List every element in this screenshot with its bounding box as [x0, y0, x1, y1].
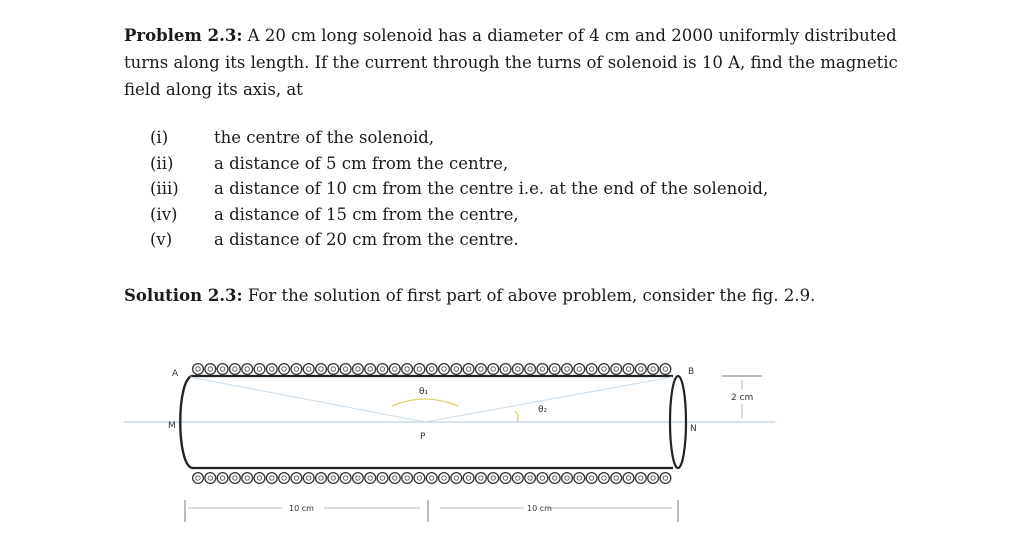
- coil-turn: [291, 473, 302, 484]
- coil-turn: [488, 473, 499, 484]
- coil-turns-bottom: [193, 473, 671, 484]
- coil-turn: [635, 364, 646, 375]
- coil-turns-top: [193, 364, 671, 375]
- solution-text: For the solution of first part of above problem, consider the fig. 2.9.: [247, 286, 816, 305]
- coil-turn: [205, 364, 216, 375]
- coil-turn: [611, 473, 622, 484]
- coil-turn: [537, 364, 548, 375]
- coil-turn: [660, 364, 671, 375]
- label-a: A: [172, 369, 179, 379]
- list-item: [150, 151, 768, 177]
- coil-turn: [439, 473, 450, 484]
- part-number: (iii): [150, 179, 179, 198]
- label-theta1: θ₁: [419, 387, 429, 397]
- theta1-arc: [392, 399, 458, 406]
- coil-turn: [635, 473, 646, 484]
- coil-turn: [463, 473, 474, 484]
- coil-turn: [512, 473, 523, 484]
- coil-turn: [205, 473, 216, 484]
- problem-label: Problem 2.3:: [124, 26, 243, 45]
- label-b: B: [688, 367, 695, 377]
- coil-turn: [328, 364, 339, 375]
- coil-turn: [623, 364, 634, 375]
- coil-turn: [537, 473, 548, 484]
- coil-turn: [500, 473, 511, 484]
- coil-turn: [193, 364, 204, 375]
- problem-statement: [124, 22, 936, 103]
- problem-text: A 20 cm long solenoid has a diameter of 4 cm and 2000 uniformly distributed turns along its length. If the current through the turns of solenoid is 10 A, find the magnetic field along its axis, at: [124, 26, 898, 99]
- label-p: P: [420, 432, 426, 442]
- coil-turn: [451, 473, 462, 484]
- coil-turn: [266, 473, 277, 484]
- coil-turn: [599, 364, 610, 375]
- coil-turn: [254, 473, 265, 484]
- coil-turn: [562, 473, 573, 484]
- coil-turn: [328, 473, 339, 484]
- part-number: (v): [150, 230, 173, 249]
- coil-turn: [476, 473, 487, 484]
- coil-turn: [414, 364, 425, 375]
- coil-turn: [193, 473, 204, 484]
- label-theta2: θ₂: [538, 405, 548, 415]
- problem-parts-list: [150, 125, 768, 253]
- part-number: (i): [150, 128, 169, 147]
- list-item: [150, 125, 768, 151]
- coil-turn: [648, 473, 659, 484]
- coil-turn: [451, 364, 462, 375]
- coil-turn: [242, 473, 253, 484]
- coil-turn: [303, 364, 314, 375]
- coil-turn: [279, 473, 290, 484]
- coil-turn: [525, 364, 536, 375]
- coil-turn: [316, 364, 327, 375]
- coil-turn: [574, 473, 585, 484]
- coil-turn: [562, 364, 573, 375]
- coil-turn: [389, 364, 400, 375]
- coil-turn: [389, 473, 400, 484]
- coil-turn: [353, 364, 364, 375]
- coil-turn: [217, 364, 228, 375]
- part-text: a distance of 15 cm from the centre,: [214, 204, 519, 224]
- coil-turn: [648, 364, 659, 375]
- coil-turn: [611, 364, 622, 375]
- coil-turn: [426, 473, 437, 484]
- dim-left-label: 10 cm: [289, 504, 314, 513]
- coil-turn: [365, 473, 376, 484]
- coil-turn: [353, 473, 364, 484]
- label-n: N: [690, 424, 697, 434]
- label-m: M: [168, 421, 176, 431]
- solenoid-figure: [0, 350, 1024, 537]
- coil-turn: [340, 364, 351, 375]
- coil-turn: [402, 473, 413, 484]
- coil-turn: [365, 364, 376, 375]
- coil-turn: [549, 473, 560, 484]
- coil-turn: [525, 473, 536, 484]
- coil-turn: [279, 364, 290, 375]
- coil-turn: [217, 473, 228, 484]
- coil-turn: [230, 364, 241, 375]
- coil-turn: [599, 473, 610, 484]
- coil-turn: [291, 364, 302, 375]
- radius-label: 2 cm: [731, 393, 754, 403]
- dim-right-label: 10 cm: [527, 504, 552, 513]
- coil-turn: [377, 473, 388, 484]
- coil-turn: [230, 473, 241, 484]
- coil-turn: [586, 364, 597, 375]
- coil-turn: [549, 364, 560, 375]
- list-item: [150, 227, 768, 253]
- coil-turn: [303, 473, 314, 484]
- part-text: a distance of 20 cm from the centre.: [214, 230, 519, 249]
- part-number: (iv): [150, 204, 178, 224]
- coil-turn: [439, 364, 450, 375]
- coil-turn: [463, 364, 474, 375]
- coil-turn: [500, 364, 511, 375]
- coil-turn: [512, 364, 523, 375]
- coil-turn: [586, 473, 597, 484]
- coil-turn: [660, 473, 671, 484]
- part-text: the centre of the solenoid,: [214, 128, 435, 147]
- part-text: a distance of 5 cm from the centre,: [214, 153, 509, 173]
- coil-turn: [377, 364, 388, 375]
- solution-label: Solution 2.3:: [124, 286, 243, 305]
- coil-turn: [242, 364, 253, 375]
- part-number: (ii): [150, 153, 174, 173]
- line-p-to-b: [425, 377, 672, 422]
- coil-turn: [623, 473, 634, 484]
- coil-turn: [476, 364, 487, 375]
- part-text: a distance of 10 cm from the centre i.e. at the end of the solenoid,: [214, 179, 769, 198]
- coil-turn: [402, 364, 413, 375]
- coil-turn: [266, 364, 277, 375]
- solution-statement: [124, 282, 815, 309]
- list-item: [150, 202, 768, 228]
- coil-turn: [574, 364, 585, 375]
- coil-turn: [488, 364, 499, 375]
- coil-turn: [254, 364, 265, 375]
- coil-turn: [426, 364, 437, 375]
- coil-turn: [340, 473, 351, 484]
- line-p-to-a: [190, 377, 425, 422]
- list-item: [150, 176, 768, 202]
- coil-turn: [414, 473, 425, 484]
- coil-turn: [316, 473, 327, 484]
- theta2-arc: [515, 411, 518, 422]
